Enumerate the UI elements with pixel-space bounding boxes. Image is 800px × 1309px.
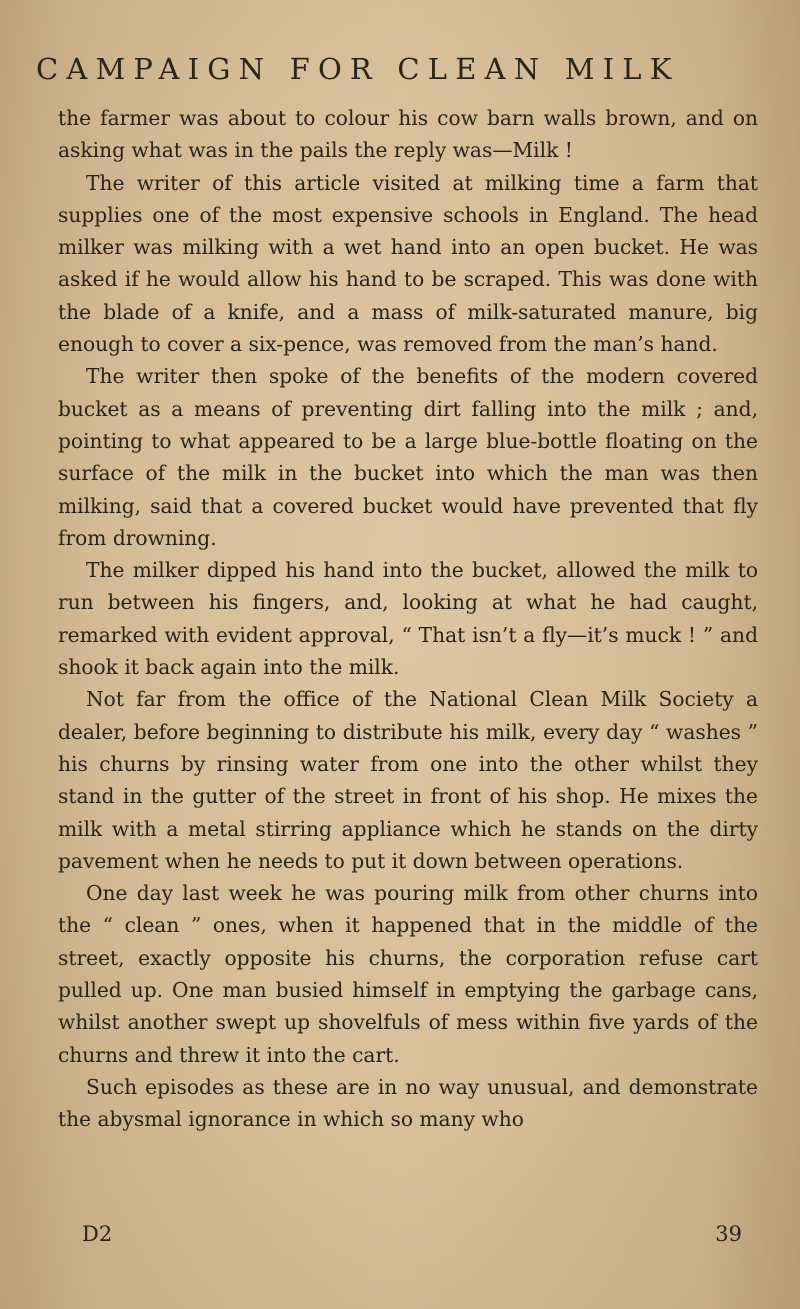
page-footer — [82, 1222, 742, 1256]
paragraph: One day last week he was pouring milk from other churns into the “ clean ” ones, when it happened that in the middle of the street, exactly opposite his churns, the corporation refuse cart pulled up. One man busied himself in emptying the garbage cans, whilst another swept up shovelfuls of mess within five yards of the churns and threw it into the cart. — [58, 881, 758, 1067]
running-head: CAMPAIGN FOR CLEAN MILK — [36, 52, 680, 86]
paragraph: The milker dipped his hand into the bucket, allowed the milk to run between his fingers, and, looking at what he had caught, remarked with evident approval, “ That isn’t a fly—it’s muck ! ” and shook it back again into the milk. — [58, 558, 758, 680]
body-text — [58, 102, 758, 1136]
paragraph: Such episodes as these are in no way unusual, and demonstrate the abysmal ignorance in which so many who — [58, 1074, 758, 1132]
paragraph: the farmer was about to colour his cow barn walls brown, and on asking what was in the pails the reply was—Milk ! — [58, 106, 758, 163]
paragraph: The writer of this article visited at milking time a farm that supplies one of the most expensive schools in England. The head milker was milking with a wet hand into an open bucket. He was asked if he would allow his hand to be scraped. This was done with the blade of a knife, and a mass of milk-saturated manure, big enough to cover a six-pence, was removed from the man’s hand. — [58, 170, 758, 357]
paragraph: Not far from the office of the National Clean Milk Society a dealer, before beginning to distribute his milk, every day “ washes ” his churns by rinsing water from one into the other whilst they stand in the gutter of the street in front of his shop. He mixes the milk with a metal stirring appliance which he stands on the dirty pavement when he needs to put it down between operations. — [58, 687, 758, 873]
paragraph: The writer then spoke of the benefits of the modern covered bucket as a means of preventing dirt falling into the milk ; and, pointing to what appeared to be a large blue-bottle floating on the surface of the milk in the bucket into which the man was then milking, said that a covered bucket would have prevented that fly from drowning. — [58, 364, 758, 550]
signature-mark: D2 — [82, 1222, 113, 1246]
page-number: 39 — [715, 1222, 742, 1246]
